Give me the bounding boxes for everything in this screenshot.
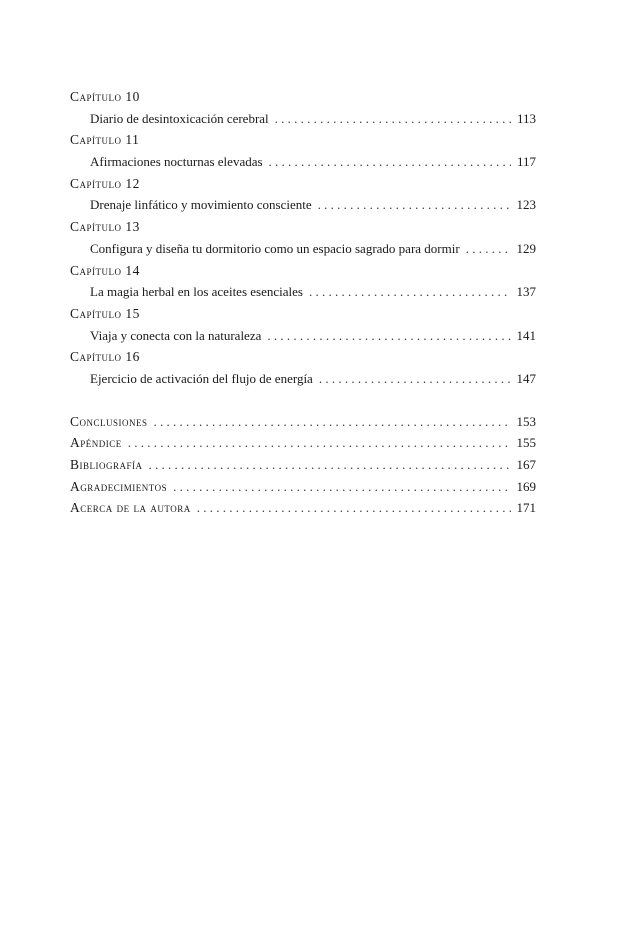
toc-page-number: 113 xyxy=(516,110,536,126)
chapter-label: Capítulo 13 xyxy=(70,219,140,235)
toc-entry-about-author xyxy=(70,497,536,519)
toc-entry xyxy=(70,238,536,260)
toc-entry-title: Conclusiones xyxy=(70,413,148,429)
toc-entry-title: Afirmaciones nocturnas elevadas xyxy=(90,154,263,170)
toc-page-number: 169 xyxy=(516,478,536,494)
toc-entry-appendix xyxy=(70,432,536,454)
toc-page-number: 123 xyxy=(516,197,536,213)
leader-dots xyxy=(318,194,511,216)
toc-entry-title: Bibliografía xyxy=(70,457,143,472)
toc-entry xyxy=(70,108,536,130)
toc-entry xyxy=(70,151,536,173)
toc-entry-title: La magia herbal en los aceites esenciales xyxy=(90,284,303,300)
table-of-contents xyxy=(70,86,536,519)
toc-page-number: 167 xyxy=(516,457,536,472)
toc-entry-title: Viaja y conecta con la naturaleza xyxy=(90,327,262,343)
toc-entry-title: Configura y diseña tu dormitorio como un espacio sagrado para dormir xyxy=(90,240,460,256)
chapter-label: Capítulo 10 xyxy=(70,89,140,104)
toc-entry xyxy=(70,368,536,390)
section-gap xyxy=(70,390,536,411)
chapter-label: Capítulo 12 xyxy=(70,175,140,191)
toc-page-number: 153 xyxy=(516,413,536,429)
leader-dots xyxy=(154,411,511,433)
toc-entry xyxy=(70,325,536,347)
toc-page-number: 141 xyxy=(516,327,536,343)
toc-page-number: 117 xyxy=(516,154,536,170)
leader-dots xyxy=(275,108,511,130)
leader-dots xyxy=(269,151,511,173)
toc-page-number: 147 xyxy=(516,370,536,386)
chapter-label: Capítulo 14 xyxy=(70,262,140,278)
leader-dots xyxy=(466,238,511,260)
toc-entry-title: Drenaje linfático y movimiento consciente xyxy=(90,197,312,213)
toc-entry-title: Agradecimientos xyxy=(70,478,168,494)
toc-page-number: 171 xyxy=(516,500,536,516)
chapter-label: Capítulo 11 xyxy=(70,132,140,148)
leader-dots xyxy=(309,281,511,303)
toc-page-number: 137 xyxy=(516,284,536,300)
leader-dots xyxy=(197,497,511,519)
leader-dots xyxy=(149,454,511,476)
toc-entry-title: Ejercicio de activación del flujo de energía xyxy=(90,370,313,386)
chapter-label: Capítulo 16 xyxy=(70,349,140,365)
toc-entry-title: Acerca de la autora xyxy=(70,500,191,516)
toc-entry-acknowledgements xyxy=(70,476,536,498)
toc-page-number: 155 xyxy=(516,435,536,451)
toc-entry-conclusions xyxy=(70,411,536,433)
leader-dots xyxy=(128,432,511,454)
leader-dots xyxy=(173,476,510,498)
toc-entry xyxy=(70,281,536,303)
toc-page-number: 129 xyxy=(516,240,536,256)
toc-entry-title: Apéndice xyxy=(70,435,122,451)
toc-entry xyxy=(70,194,536,216)
leader-dots xyxy=(319,368,511,390)
toc-entry-title: Diario de desintoxicación cerebral xyxy=(90,110,269,126)
chapter-label: Capítulo 15 xyxy=(70,305,140,321)
leader-dots xyxy=(267,325,510,347)
toc-entry-bibliography xyxy=(70,454,536,476)
